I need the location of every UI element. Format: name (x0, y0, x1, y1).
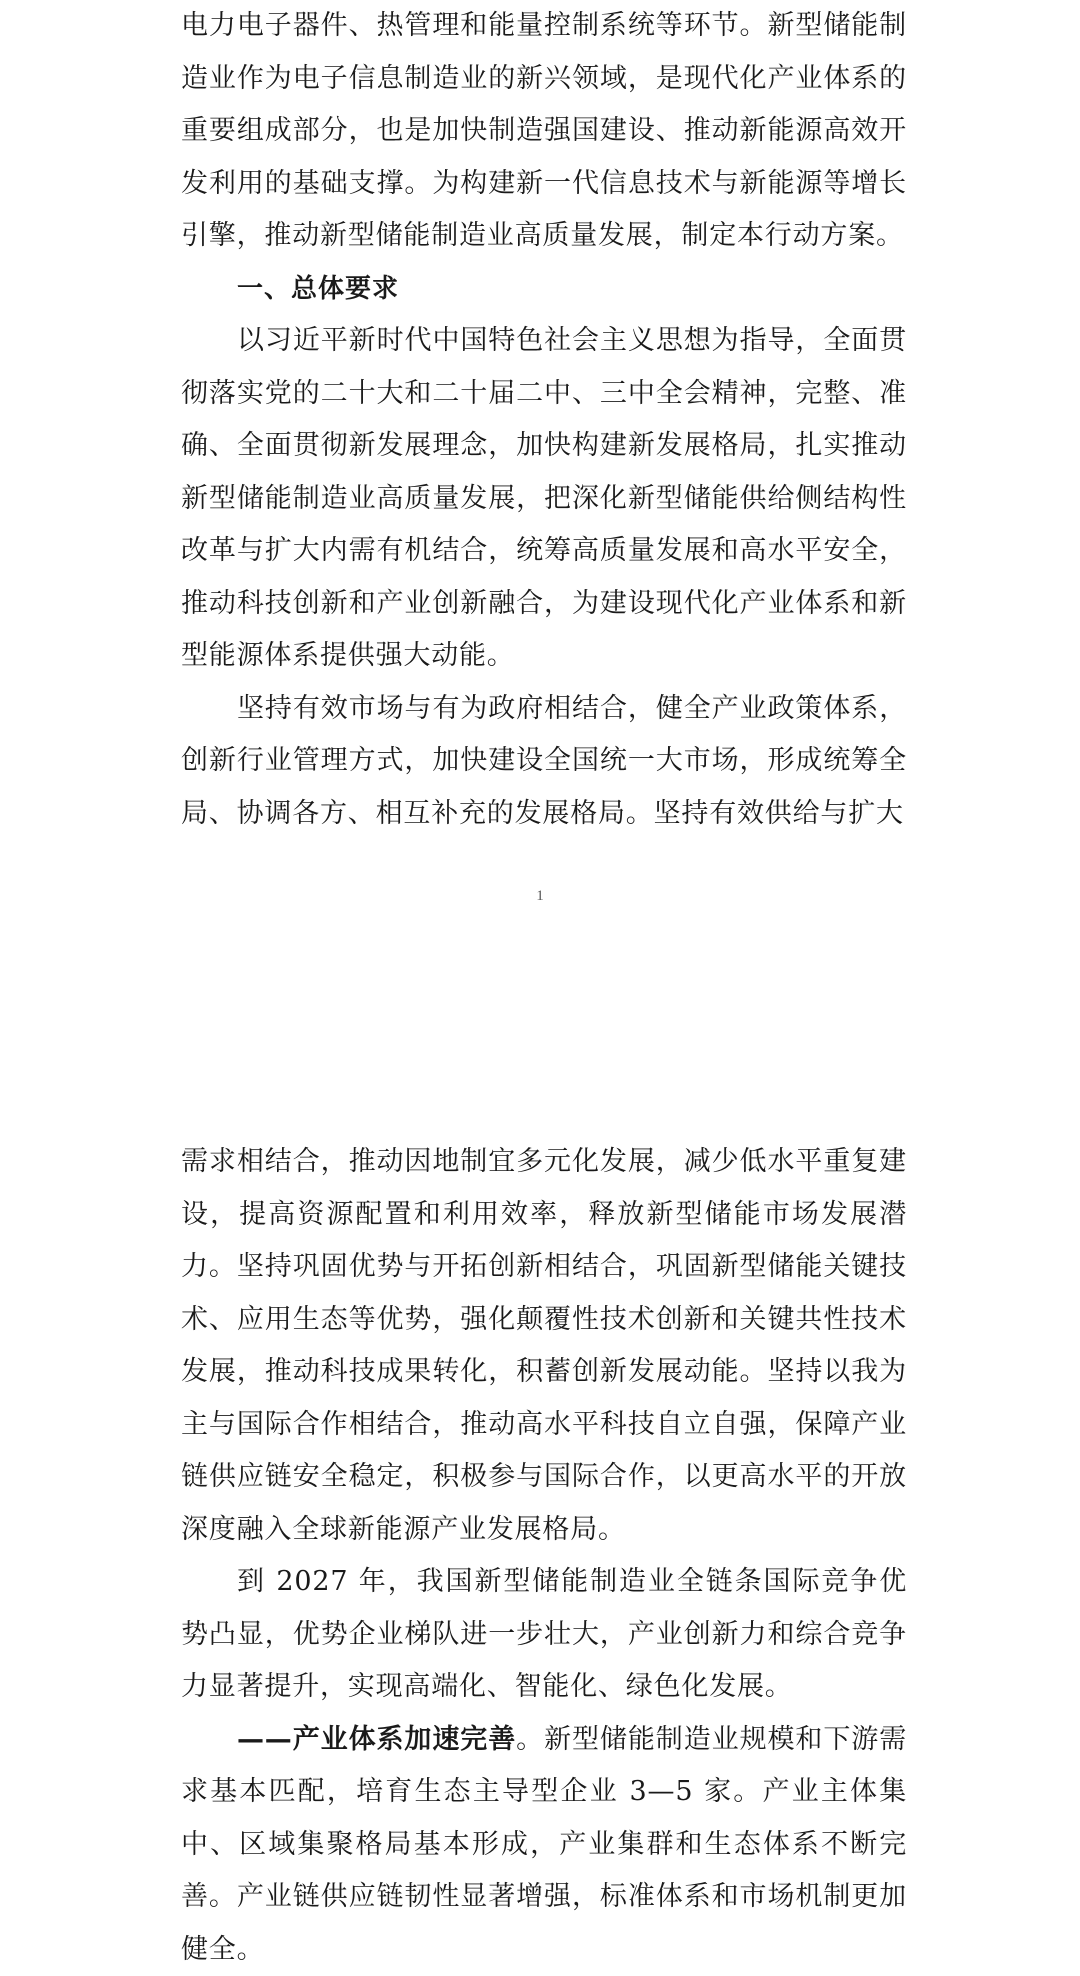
industry-system-text: 。新型储能制造业规模和下游需求基本匹配，培育生态主导型企业 3—5 家。产业主体集中、区域集聚格局基本形成，产业集群和生态体系不断完善。产业链供应链韧性显著增强，标准体系和市场机制更加健全。 (181, 1724, 907, 1965)
page-number: 1 (0, 888, 1080, 905)
guiding-paragraph: 以习近平新时代中国特色社会主义思想为指导，全面贯彻落实党的二十大和二十届二中、三中全会精神，完整、准确、全面贯彻新发展理念，加快构建新发展格局，扎实推动新型储能制造业高质量发展，把深化新型储能供给侧结构性改革与扩大内需有机结合，统筹高质量发展和高水平安全，推动科技创新和产业创新融合，为建设现代化产业体系和新型能源体系提供强大动能。 (181, 315, 907, 683)
principles-paragraph: 坚持有效市场与有为政府相结合，健全产业政策体系，创新行业管理方式，加快建设全国统一大市场，形成统筹全局、协调各方、相互补充的发展格局。坚持有效供给与扩大 (181, 683, 907, 841)
document-page-2 (181, 1136, 907, 1976)
section-heading: 一、总体要求 (181, 263, 907, 316)
principles-paragraph-continued: 需求相结合，推动因地制宜多元化发展，减少低水平重复建设，提高资源配置和利用效率，释放新型储能市场发展潜力。坚持巩固优势与开拓创新相结合，巩固新型储能关键技术、应用生态等优势，强化颠覆性技术创新和关键共性技术发展，推动科技成果转化，积蓄创新发展动能。坚持以我为主与国际合作相结合，推动高水平科技自立自强，保障产业链供应链安全稳定，积极参与国际合作，以更高水平的开放深度融入全球新能源产业发展格局。 (181, 1136, 907, 1556)
goal-paragraph: 到 2027 年，我国新型储能制造业全链条国际竞争优势凸显，优势企业梯队进一步壮大，产业创新力和综合竞争力显著提升，实现高端化、智能化、绿色化发展。 (181, 1556, 907, 1714)
industry-system-paragraph (181, 1714, 907, 1976)
intro-paragraph: 电力电子器件、热管理和能量控制系统等环节。新型储能制造业作为电子信息制造业的新兴领域，是现代化产业体系的重要组成部分，也是加快制造强国建设、推动新能源高效开发利用的基础支撑。为构建新一代信息技术与新能源等增长引擎，推动新型储能制造业高质量发展，制定本行动方案。 (181, 0, 907, 263)
industry-system-lead: ——产业体系加速完善 (237, 1724, 516, 1755)
document-page-1 (181, 0, 907, 840)
